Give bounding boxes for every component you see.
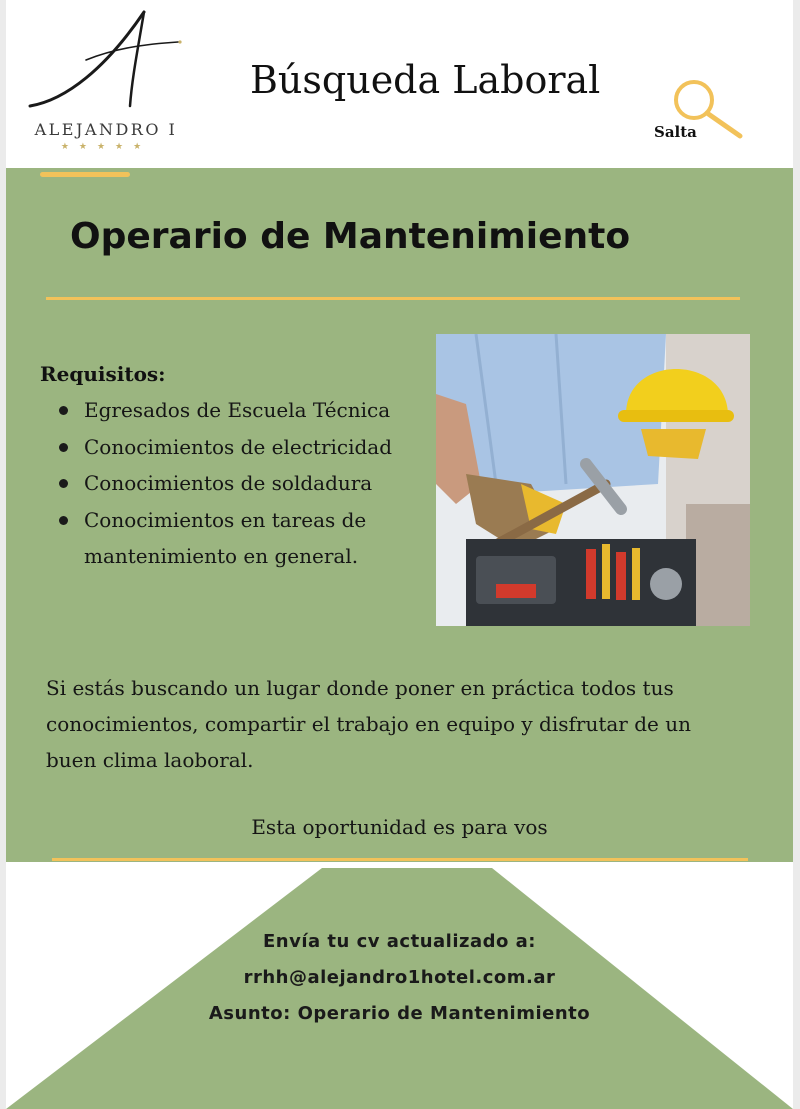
logo-monogram-icon: [26, 8, 186, 118]
page-title: Búsqueda Laboral: [250, 58, 601, 102]
requirement-item: Conocimientos en tareas de mantenimiento en general.: [84, 502, 484, 575]
worker-photo: [436, 334, 750, 626]
divider-line: [52, 858, 748, 861]
contact-instruction: Envía tu cv actualizado a:: [263, 931, 536, 952]
job-title: Operario de Mantenimiento: [70, 216, 631, 257]
contact-subject: Asunto: Operario de Mantenimiento: [208, 1003, 591, 1024]
tagline: Esta oportunidad es para vos: [251, 815, 548, 839]
requirements-heading: Requisitos:: [40, 362, 166, 386]
job-flyer: [6, 0, 793, 1109]
contact-email[interactable]: rrhh@alejandro1hotel.com.ar: [243, 967, 556, 988]
divider-line: [46, 297, 740, 300]
requirement-item: Egresados de Escuela Técnica: [84, 392, 484, 429]
description-paragraph: Si estás buscando un lugar donde poner en práctica todos tus conocimientos, compartir el trabajo en equipo y disfrutar de un buen clima laoboral.: [46, 676, 691, 772]
location-label: Salta: [654, 123, 697, 141]
brand-stars: ★★★★★: [60, 142, 152, 152]
contact-block: [6, 924, 793, 1032]
brand-logo: [26, 8, 186, 158]
requirement-item: Conocimientos de electricidad: [84, 429, 484, 466]
requirements-list: [40, 392, 484, 575]
requirement-item: Conocimientos de soldadura: [84, 465, 484, 502]
accent-bar: [40, 172, 130, 177]
brand-name: ALEJANDRO I: [34, 120, 178, 139]
